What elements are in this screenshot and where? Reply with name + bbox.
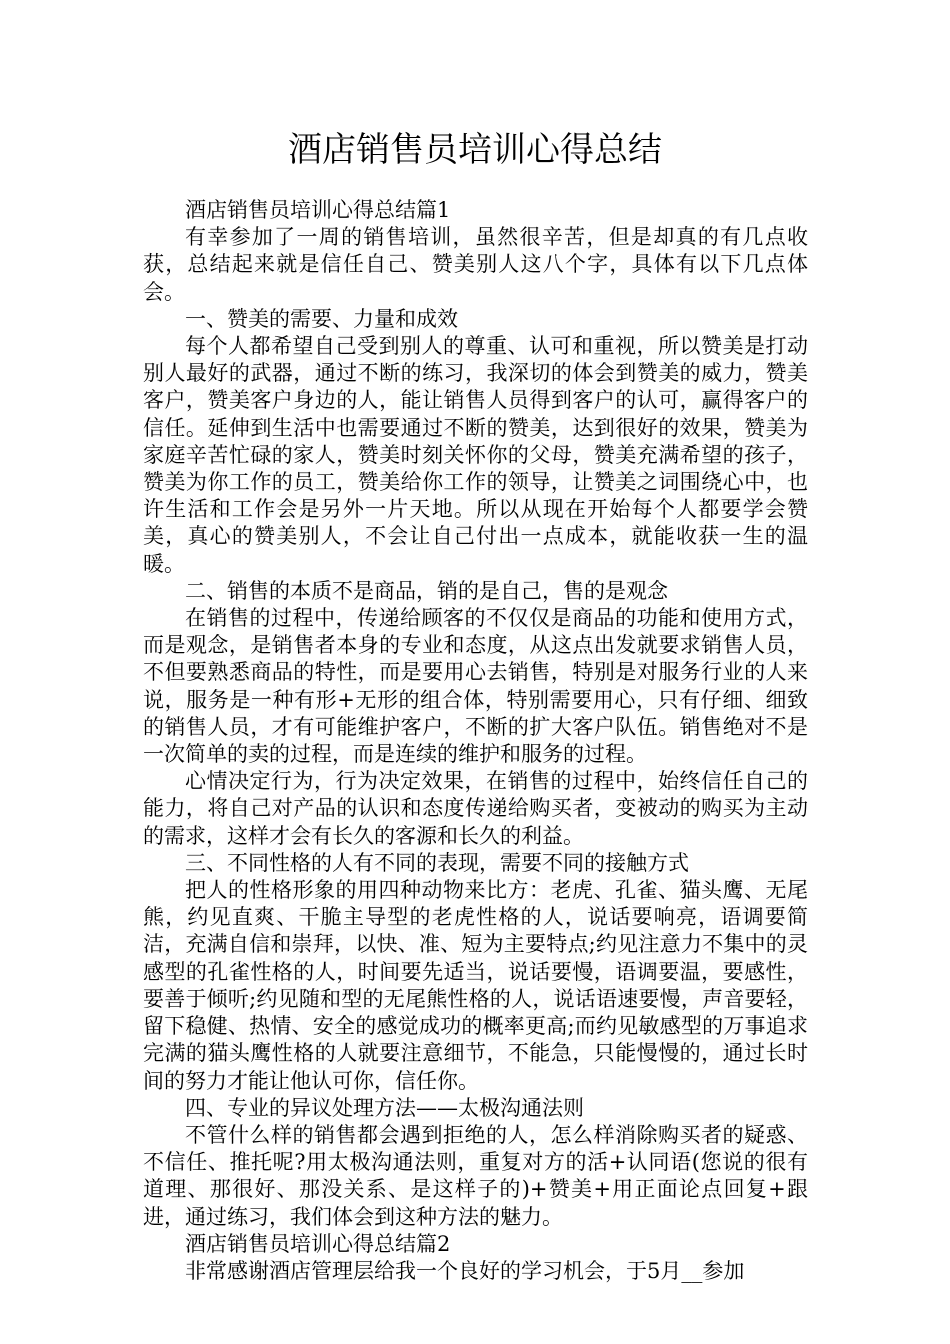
paragraph-personality: 把人的性格形象的用四种动物来比方：老虎、孔雀、猫头鹰、无尾熊，约见直爽、干脆主导型的老虎性格的人，说话要响亮，语调要简洁，充满自信和崇拜，以快、准、短为主要特点;约见注意力不集中的灵感型的孔雀性格的人，时间要先适当，说话要慢，语调要温，要感性，要善于倾听;约见随和型的无尾熊性格的人，说话语速要慢，声音要轻，留下稳健、热情、安全的感觉成功的概率更高;而约见敏感型的万事追求完满的猫头鹰性格的人就要注意细节，不能急，只能慢慢的，通过长时间的努力才能让他认可你，信任你。 xyxy=(143,878,808,1093)
paragraph-section-2-start: 非常感谢酒店管理层给我一个良好的学习机会，于5月__参加 xyxy=(185,1258,745,1283)
paragraph-heading-3: 三、不同性格的人有不同的表现，需要不同的接触方式 xyxy=(185,850,689,875)
paragraph-objection: 不管什么样的销售都会遇到拒绝的人，怎么样消除购买者的疑惑、不信任、推托呢?用太极沟通法则，重复对方的活+认同语(您说的很有道理、那很好、那没关系、是这样子的)+赞美+用正面论点回复+跟进，通过练习，我们体会到这种方法的魅力。 xyxy=(143,1122,808,1229)
document-title: 酒店销售员培训心得总结 xyxy=(288,130,662,170)
paragraph-intro: 有幸参加了一周的销售培训，虽然很辛苦，但是却真的有几点收获，总结起来就是信任自己、赞美别人这八个字，具体有以下几点体会。 xyxy=(143,225,808,304)
document-body xyxy=(143,197,808,1285)
paragraph-section-1-heading: 酒店销售员培训心得总结篇1 xyxy=(185,198,451,222)
paragraph-praise: 每个人都希望自己受到别人的尊重、认可和重视，所以赞美是打动别人最好的武器，通过不断的练习，我深切的体会到赞美的威力，赞美客户，赞美客户身边的人，能让销售人员得到客户的认可，赢得客户的信任。延伸到生活中也需要通过不断的赞美，达到很好的效果，赞美为家庭辛苦忙碌的家人，赞美时刻关怀你的父母，赞美充满希望的孩子，赞美为你工作的员工，赞美给你工作的领导，让赞美之词围绕心中，也许生活和工作会是另外一片天地。所以从现在开始每个人都要学会赞美，真心的赞美别人，不会让自己付出一点成本，就能收获一生的温暖。 xyxy=(143,334,808,576)
paragraph-sales-concept: 在销售的过程中，传递给顾客的不仅仅是商品的功能和使用方式，而是观念，是销售者本身的专业和态度，从这点出发就要求销售人员，不但要熟悉商品的特性，而是要用心去销售，特别是对服务行业的人来说，服务是一种有形+无形的组合体，特别需要用心，只有仔细、细致的销售人员，才有可能维护客户，不断的扩大客户队伍。销售绝对不是一次简单的卖的过程，而是连续的维护和服务的过程。 xyxy=(143,606,808,767)
paragraph-section-2-heading: 酒店销售员培训心得总结篇2 xyxy=(185,1231,451,1256)
paragraph-heading-4: 四、专业的异议处理方法——太极沟通法则 xyxy=(185,1095,584,1120)
paragraph-mood: 心情决定行为，行为决定效果，在销售的过程中，始终信任自己的能力，将自己对产品的认识和态度传递给购买者，变被动的购买为主动的需求，这样才会有长久的客源和长久的利益。 xyxy=(143,769,808,848)
paragraph-heading-1: 一、赞美的需要、力量和成效 xyxy=(185,306,458,331)
paragraph-heading-2: 二、销售的本质不是商品，销的是自己，售的是观念 xyxy=(185,578,668,603)
